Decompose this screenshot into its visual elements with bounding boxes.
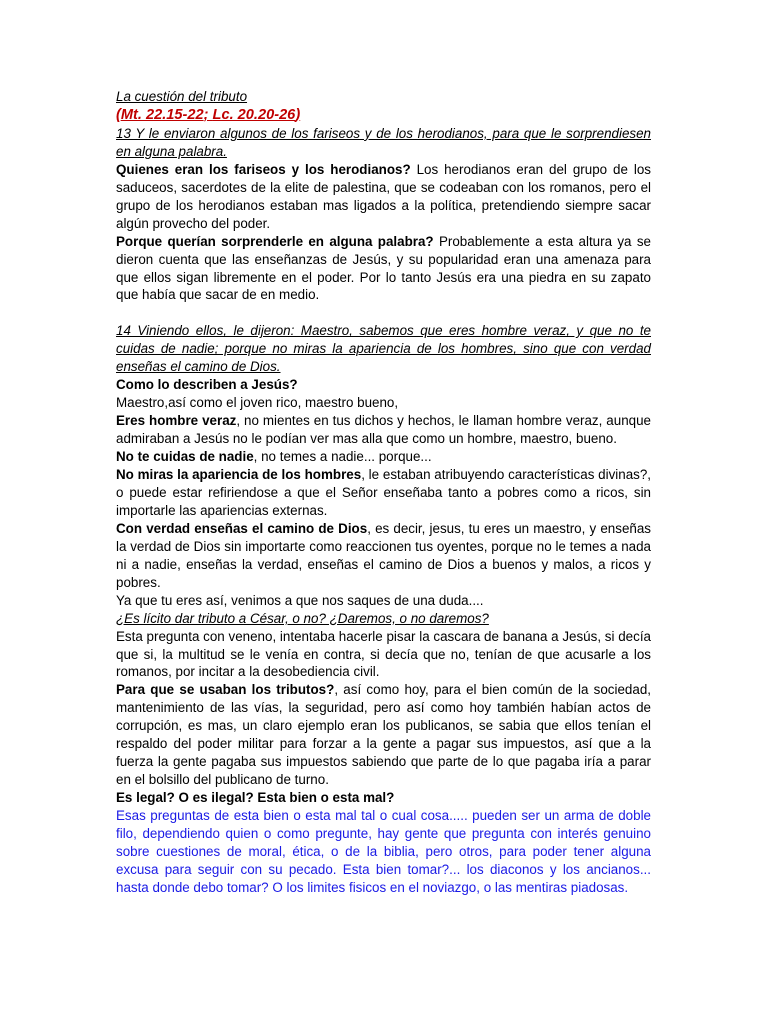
- tribute-use: [116, 681, 651, 789]
- question-pharisees-text: Los herodianos eran del grupo de los saduceos, sacerdotes de la elite de palestina, que se codeaban con los romanos, pero el grupo de los herodianos estaban mas ligados a la política, pretendiendo siempre sacar algún provecho del poder.: [116, 161, 651, 231]
- point-verdad-heading: Con verdad enseñas el camino de Dios: [116, 520, 368, 536]
- duda-line: Ya que tu eres así, venimos a que nos saques de una duda....: [116, 592, 484, 608]
- point-veraz-text: , no mientes en tus dichos y hechos, le llaman hombre veraz, aunque admiraban a Jesús no le podían ver mas alla que como un hombre, maestro, bueno.: [116, 413, 651, 447]
- paragraph-gap: [116, 304, 651, 322]
- verse-13: 13 Y le enviaron algunos de los fariseos y de los herodianos, para que le sorprendiesen en alguna palabra.: [116, 125, 651, 159]
- ref-separator: ;: [203, 106, 213, 123]
- point-cuidas-heading: No te cuidas de nadie: [116, 449, 254, 465]
- point-veraz: [116, 412, 651, 448]
- question-surprise: [116, 233, 651, 305]
- question-describe: Como lo describen a Jesús?: [116, 377, 298, 393]
- tribute-use-text: , así como hoy, para el bien común de la sociedad, mantenimiento de las vías, la seguridad, pero así como hoy también habían actos de corrupción, es mas, un claro ejemplo eran los publicanos, se sabia que ellos tenían el respaldo del poder militar para forzar a la gente a pagar sus impuestos, así que a la fuerza la gente pagaba sus impuestos sabiendo que parte de lo que pagaba iría a parar en el bolsillo del publicano de turno.: [116, 682, 651, 788]
- closing-paragraph: Esas preguntas de esta bien o esta mal tal o cual cosa..... pueden ser un arma de doble filo, dependiendo quien o como pregunte, hay gente que pregunta con interés genuino sobre cuestiones de moral, ética, o de la biblia, pero otros, para poder tener alguna excusa para seguir con su pecado. Esta bien tomar?... los diaconos y los ancianos... hasta donde debo tomar? O los limites fisicos en el noviazgo, o las mentiras piadosas.: [116, 808, 651, 895]
- tribute-question: ¿Es lícito dar tributo a César, o no? ¿Daremos, o no daremos?: [116, 610, 489, 626]
- point-verdad: [116, 520, 651, 592]
- verse-14: 14 Viniendo ellos, le dijeron: Maestro, sabemos que eres hombre veraz, y que no te cuidas de nadie; porque no miras la apariencia de los hombres, sino que con verdad enseñas el camino de Dios.: [116, 323, 651, 375]
- point-cuidas-text: , no temes a nadie... porque...: [253, 449, 432, 465]
- ref-close: ): [295, 106, 301, 123]
- document-page: [116, 88, 651, 897]
- question-pharisees-heading: Quienes eran los fariseos y los herodianos?: [116, 161, 411, 177]
- point-apariencia-heading: No miras la apariencia de los hombres: [116, 467, 362, 482]
- ref-luke-link[interactable]: Lc. 20.20-26: [212, 106, 296, 123]
- question-surprise-text: Probablemente a esta altura ya se dieron cuenta que las enseñanzas de Jesús, y su popularidad eran una amenaza para que ellos sigan libremente en el poder. Por lo tanto Jesús era una piedra en su zapato que había que sacar de en medio.: [116, 233, 651, 303]
- question-pharisees: [116, 161, 651, 233]
- poison-paragraph: Esta pregunta con veneno, intentaba hacerle pisar la cascara de banana a Jesús, si decía que si, la multitud se le venía en contra, si decía que no, tenían de que acusarle a los romanos, por incitar a la desobediencia civil.: [116, 628, 651, 680]
- tribute-use-heading: Para que se usaban los tributos?: [116, 682, 335, 698]
- scripture-references: [116, 106, 651, 125]
- legal-question: Es legal? O es ilegal? Esta bien o esta mal?: [116, 790, 395, 806]
- point-cuidas: [116, 448, 651, 466]
- ref-matthew-link[interactable]: Mt. 22.15-22: [120, 106, 204, 123]
- question-surprise-heading: Porque querían sorprenderle en alguna palabra?: [116, 233, 434, 249]
- maestro-line: Maestro,así como el joven rico, maestro bueno,: [116, 395, 399, 411]
- ref-open: (: [116, 106, 121, 123]
- point-veraz-heading: Eres hombre veraz: [116, 413, 237, 429]
- section-title: La cuestión del tributo: [116, 89, 248, 104]
- point-verdad-text: , es decir, jesus, tu eres un maestro, y enseñas la verdad de Dios sin importarte como reaccionen tus oyentes, porque no le temes a nada ni a nadie, enseñas la verdad, enseñas el camino de Dios a buenos y malos, a ricos y pobres.: [116, 520, 651, 590]
- point-apariencia: [116, 466, 651, 520]
- point-apariencia-text: , le estaban atribuyendo características divinas?, o puede estar refiriendose a que el Señor enseñaba tanto a pobres como a ricos, sin importarle las apariencias externas.: [116, 467, 652, 518]
